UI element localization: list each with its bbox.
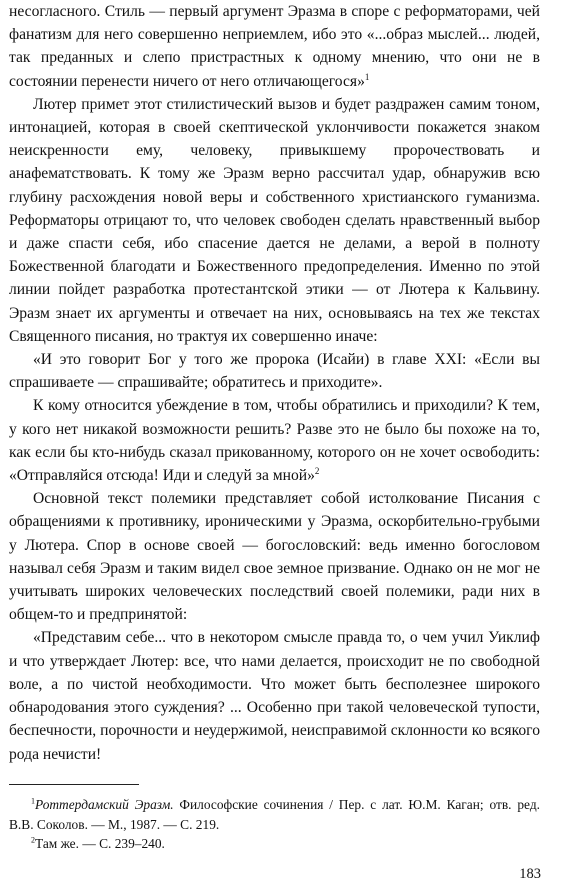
footnote-1: $^1$Роттердамский Эразм. Философские сочинения / Пер. с лат. Ю.М. Каган; отв. ред. В.В. Соколов. — М., 1987. — С. 219.	[9, 796, 540, 832]
paragraph-1: несогласного. Стиль — первый аргумент Эразма в споре с реформаторами, чей фанатизм для него совершенно неприемлем, ибо это «...образ мыслей... людей, так преданных и слепо пристрастных к одному мнению, что они не в состоянии перенести ничего от него отличающегося»$^1$	[9, 3, 540, 90]
quote-1: «И это говорит Бог у того же пророка (Исайи) в главе XXI: «Если вы спрашиваете — спрашивайте; обратитесь и приходите».	[9, 351, 540, 392]
footnotes	[9, 795, 540, 854]
page-number: 183	[519, 866, 541, 882]
quote-2: «Представим себе... что в некотором смысле правда то, о чем учил Уиклиф и что утверждает Лютер: все, что нами делается, происходит не по свободной воле, а по чистой необходимости. Что может быть бесполезнее широкого обнародования этого суждения? ... Особенно при такой человеческой тупости, беспечности, порочности и неудержимой, неисправимой склонности ко всякого рода нечисти!	[9, 629, 540, 763]
footnote-2: $^2$Там же. — С. 239–240.	[31, 835, 165, 851]
paragraph-2: Лютер примет этот стилистический вызов и будет раздражен самим тоном, интонацией, которая в своей скептической уклончивости покажется знаком неискренности ему, человеку, привыкшему пророчествовать и анафематствовать. К тому же Эразм верно рассчитал удар, обнаружив всю глубину расхождения новой веры и собственного христианского гуманизма. Реформаторы отрицают то, что человек свободен сделать нравственный выбор и даже спасти себя, ибо спасение дается не делами, а верой в полноту Божественной благодати и Божественного предопределения. Именно по этой линии пойдет разработка протестантской этики — от Лютера к Кальвину. Эразм знает их аргументы и отвечает на них, основываясь на тех же текстах Священного писания, но трактуя их совершенно иначе:	[9, 95, 540, 345]
footnote-ref-1: 1	[364, 71, 370, 82]
footnote-ref-2: 2	[314, 465, 320, 476]
body-text	[9, 0, 540, 766]
footnote-divider	[9, 784, 139, 785]
paragraph-4: Основной текст полемики представляет собой истолкование Писания с обращениями к противнику, ироническими у Эразма, оскорбительно-грубыми у Лютера. Спор в основе своей — богословский: ведь именно богословом называл себя Эразм и таким видел свое земное призвание. Однако он не мог не учитывать широких человеческих последствий своей полемики, ради них в общем-то и предпринятой:	[9, 490, 540, 624]
paragraph-3: К кому относится убеждение в том, чтобы обратились и приходили? К тем, у кого нет никакой возможности решить? Разве это не было бы похоже на то, как если бы кто-нибудь сказал прикованному, которого он не хочет освободить: «Отправляйся отсюда! Иди и следуй за мной»$^2$	[9, 397, 540, 485]
